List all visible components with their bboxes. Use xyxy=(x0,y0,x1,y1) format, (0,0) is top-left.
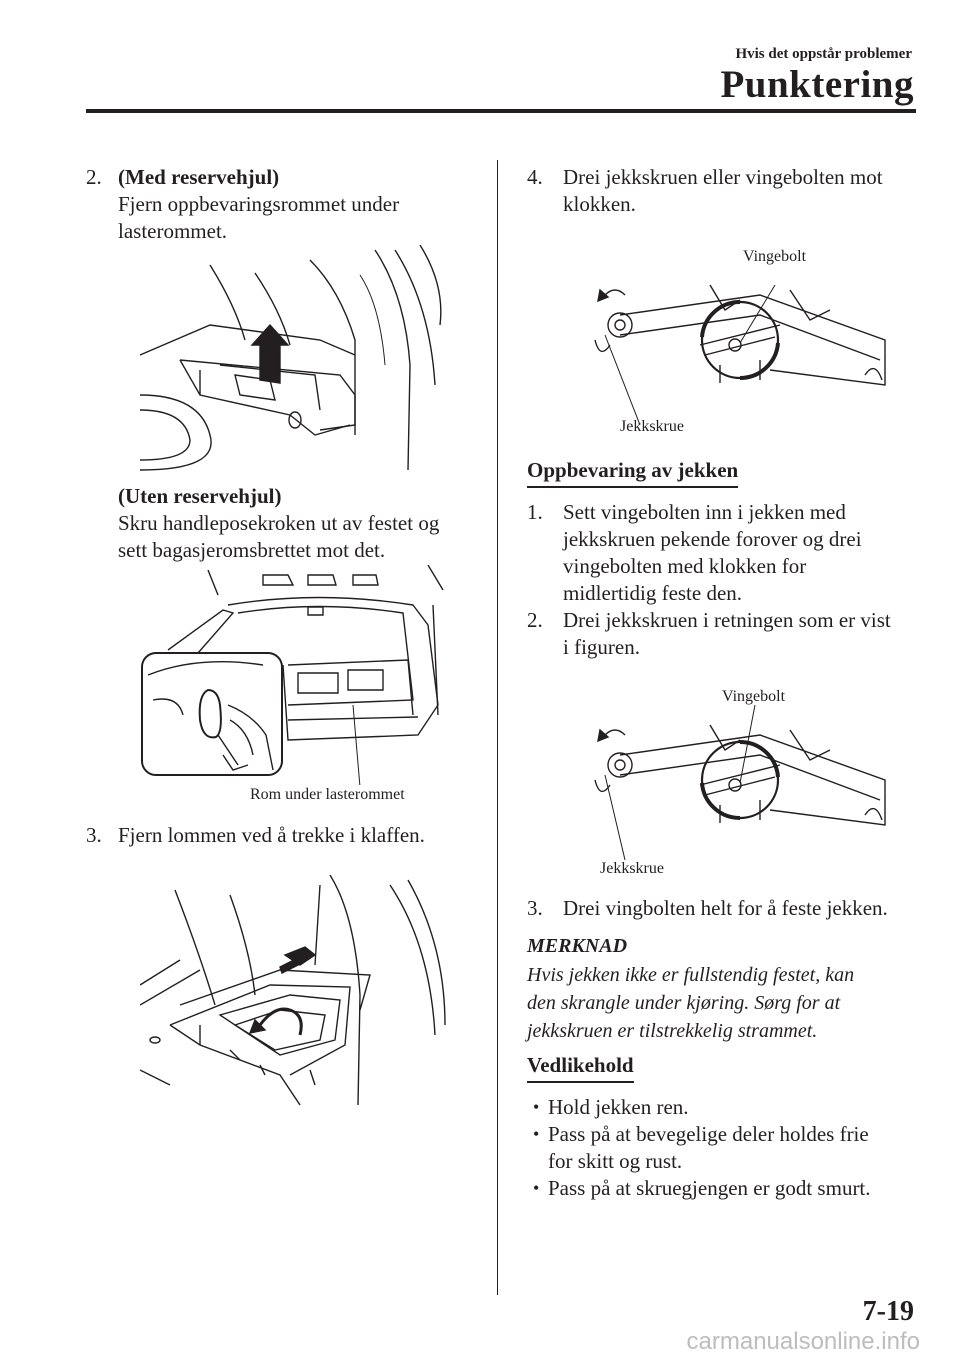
bullet-3-marker: • xyxy=(533,1178,540,1198)
figure-pull-tab xyxy=(140,875,450,1115)
maintenance-heading: Vedlikehold xyxy=(527,1053,634,1083)
page-number: 7-19 xyxy=(862,1296,914,1327)
step-4-line-2: klokken. xyxy=(563,192,636,216)
storage-step-1-line-2: jekkskruen pekende forover og drei xyxy=(563,527,862,551)
step-2-line-1: Fjern oppbevaringsrommet under xyxy=(118,192,400,216)
figure-remove-storage-compartment xyxy=(140,245,450,475)
figure-jack-loosen xyxy=(590,265,890,425)
watermark: carmanualsonline.info xyxy=(686,1328,920,1355)
note-title: MERKNAD xyxy=(527,935,628,957)
figure-trunk-hook xyxy=(138,565,450,785)
uten-heading: (Uten reservehjul) xyxy=(118,484,282,508)
step-3-number: 3. xyxy=(86,823,102,847)
step-4-line-1: Drei jekkskruen eller vingebolten mot xyxy=(563,165,883,189)
step-2-number: 2. xyxy=(86,165,102,189)
note-line-3: jekkskruen er tilstrekkelig strammet. xyxy=(527,1020,818,1042)
page-title: Punktering xyxy=(720,63,914,106)
storage-step-1-line-1: Sett vingebolten inn i jekken med xyxy=(563,500,846,524)
storage-step-1-line-4: midlertidig feste den. xyxy=(563,581,743,605)
figure-jack-tighten xyxy=(590,705,890,865)
storage-step-1-number: 1. xyxy=(527,500,543,524)
uten-line-2: sett bagasjeromsbrettet mot det. xyxy=(118,538,386,562)
note-line-2: den skrangle under kjøring. Sørg for at xyxy=(527,992,841,1014)
step-2-line-2: lasterommet. xyxy=(118,219,228,243)
column-divider xyxy=(497,160,498,1295)
header-rule xyxy=(86,109,916,113)
fig4-label-top: Vingebolt xyxy=(743,248,807,265)
bullet-2-marker: • xyxy=(533,1124,540,1144)
fig2-label: Rom under lasterommet xyxy=(250,786,405,803)
fig5-label-top: Vingebolt xyxy=(722,688,786,705)
storage-step-2-number: 2. xyxy=(527,608,543,632)
fig4-label-bottom: Jekkskrue xyxy=(620,418,684,435)
bullet-1-marker: • xyxy=(533,1097,540,1117)
uten-line-1: Skru handleposekroken ut av festet og xyxy=(118,511,440,535)
storage-step-1-line-3: vingebolten med klokken for xyxy=(563,554,807,578)
storage-step-3-text: Drei vingbolten helt for å feste jekken. xyxy=(563,896,888,920)
fig5-label-bottom: Jekkskrue xyxy=(600,860,664,877)
step-2-heading: (Med reservehjul) xyxy=(118,165,280,189)
section-title: Hvis det oppstår problemer xyxy=(735,46,912,62)
storage-heading: Oppbevaring av jekken xyxy=(527,458,738,488)
step-3-text: Fjern lommen ved å trekke i klaffen. xyxy=(118,823,425,847)
bullet-1-text: Hold jekken ren. xyxy=(548,1095,689,1119)
bullet-2-line-1: Pass på at bevegelige deler holdes frie xyxy=(548,1122,869,1146)
bullet-2-line-2: for skitt og rust. xyxy=(548,1149,683,1173)
note-line-1: Hvis jekken ikke er fullstendig festet, kan xyxy=(527,964,855,986)
bullet-3-text: Pass på at skruegjengen er godt smurt. xyxy=(548,1176,871,1200)
storage-step-3-number: 3. xyxy=(527,896,543,920)
storage-step-2-line-1: Drei jekkskruen i retningen som er vist xyxy=(563,608,891,632)
storage-step-2-line-2: i figuren. xyxy=(563,635,640,659)
step-4-number: 4. xyxy=(527,165,543,189)
